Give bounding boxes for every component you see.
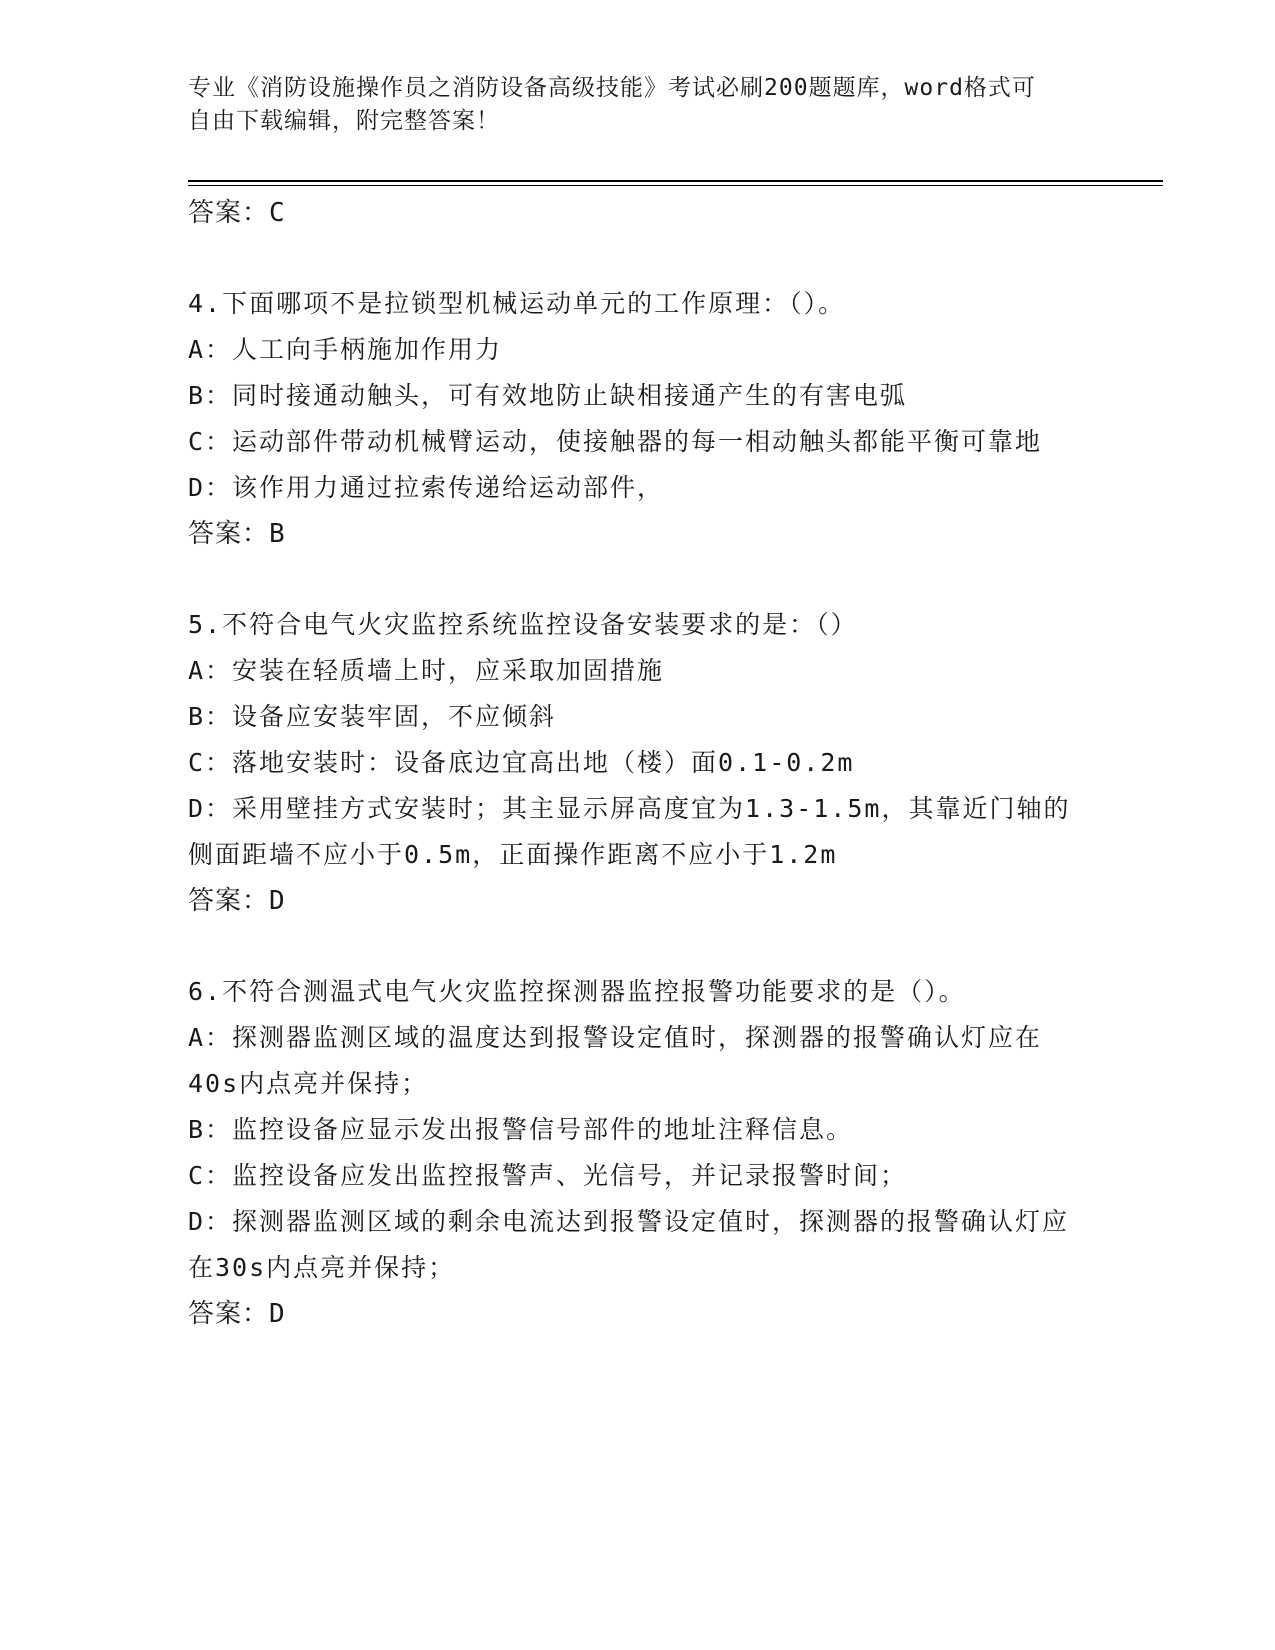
option-a: A：探测器监测区域的温度达到报警设定值时，探测器的报警确认灯应在40s内点亮并保持； [188,1023,1043,1098]
question-5 [188,602,1088,924]
option-a: A：人工向手柄施加作用力 [188,335,503,364]
answer-label: 答案： [188,886,270,916]
question-list [188,190,1088,1337]
option-c: C：运动部件带动机械臂运动，使接触器的每一相动触头都能平衡可靠地 [188,427,1043,456]
answer-label: 答案： [188,1299,270,1329]
header-line-1: 专业《消防设施操作员之消防设备高级技能》考试必刷200题题库，word格式可 [188,75,1036,101]
question-4 [188,281,1088,557]
answer-value: D [269,886,286,916]
answer [188,511,1088,557]
header-rule-thick [188,180,1163,182]
question-6 [188,969,1088,1337]
header-line-2: 自由下载编辑，附完整答案！ [188,108,500,134]
answer-label: 答案： [188,519,270,549]
answer-value: D [269,1299,286,1329]
question-stem: 5.不符合电气火灾监控系统监控设备安装要求的是：（） [188,610,858,639]
option-c: C：监控设备应发出监控报警声、光信号，并记录报警时间； [188,1161,908,1190]
answer [188,878,1088,924]
answer-prev [188,190,1088,236]
option-a: A：安装在轻质墙上时，应采取加固措施 [188,656,665,685]
option-d: D：探测器监测区域的剩余电流达到报警设定值时，探测器的报警确认灯应在30s内点亮并保持； [188,1207,1070,1282]
answer-value: B [269,519,286,549]
answer-value: C [269,198,286,228]
question-stem: 4.下面哪项不是拉锁型机械运动单元的工作原理：（）。 [188,289,846,318]
answer-label: 答案： [188,198,270,228]
page-header [188,72,1088,138]
option-b: B：同时接通动触头，可有效地防止缺相接通产生的有害电弧 [188,381,908,410]
option-b: B：设备应安装牢固，不应倾斜 [188,702,557,731]
header-rule-thin [188,185,1163,186]
question-stem: 6.不符合测温式电气火灾监控探测器监控报警功能要求的是（）。 [188,977,966,1006]
option-d: D：采用壁挂方式安装时；其主显示屏高度宜为1.3-1.5m，其靠近门轴的侧面距墙不应小于0.5m，正面操作距离不应小于1.2m [188,794,1071,869]
answer [188,1291,1088,1337]
option-c: C：落地安装时：设备底边宜高出地（楼）面0.1-0.2m [188,748,855,777]
option-d: D：该作用力通过拉索传递给运动部件， [188,473,665,502]
option-b: B：监控设备应显示发出报警信号部件的地址注释信息。 [188,1115,854,1144]
